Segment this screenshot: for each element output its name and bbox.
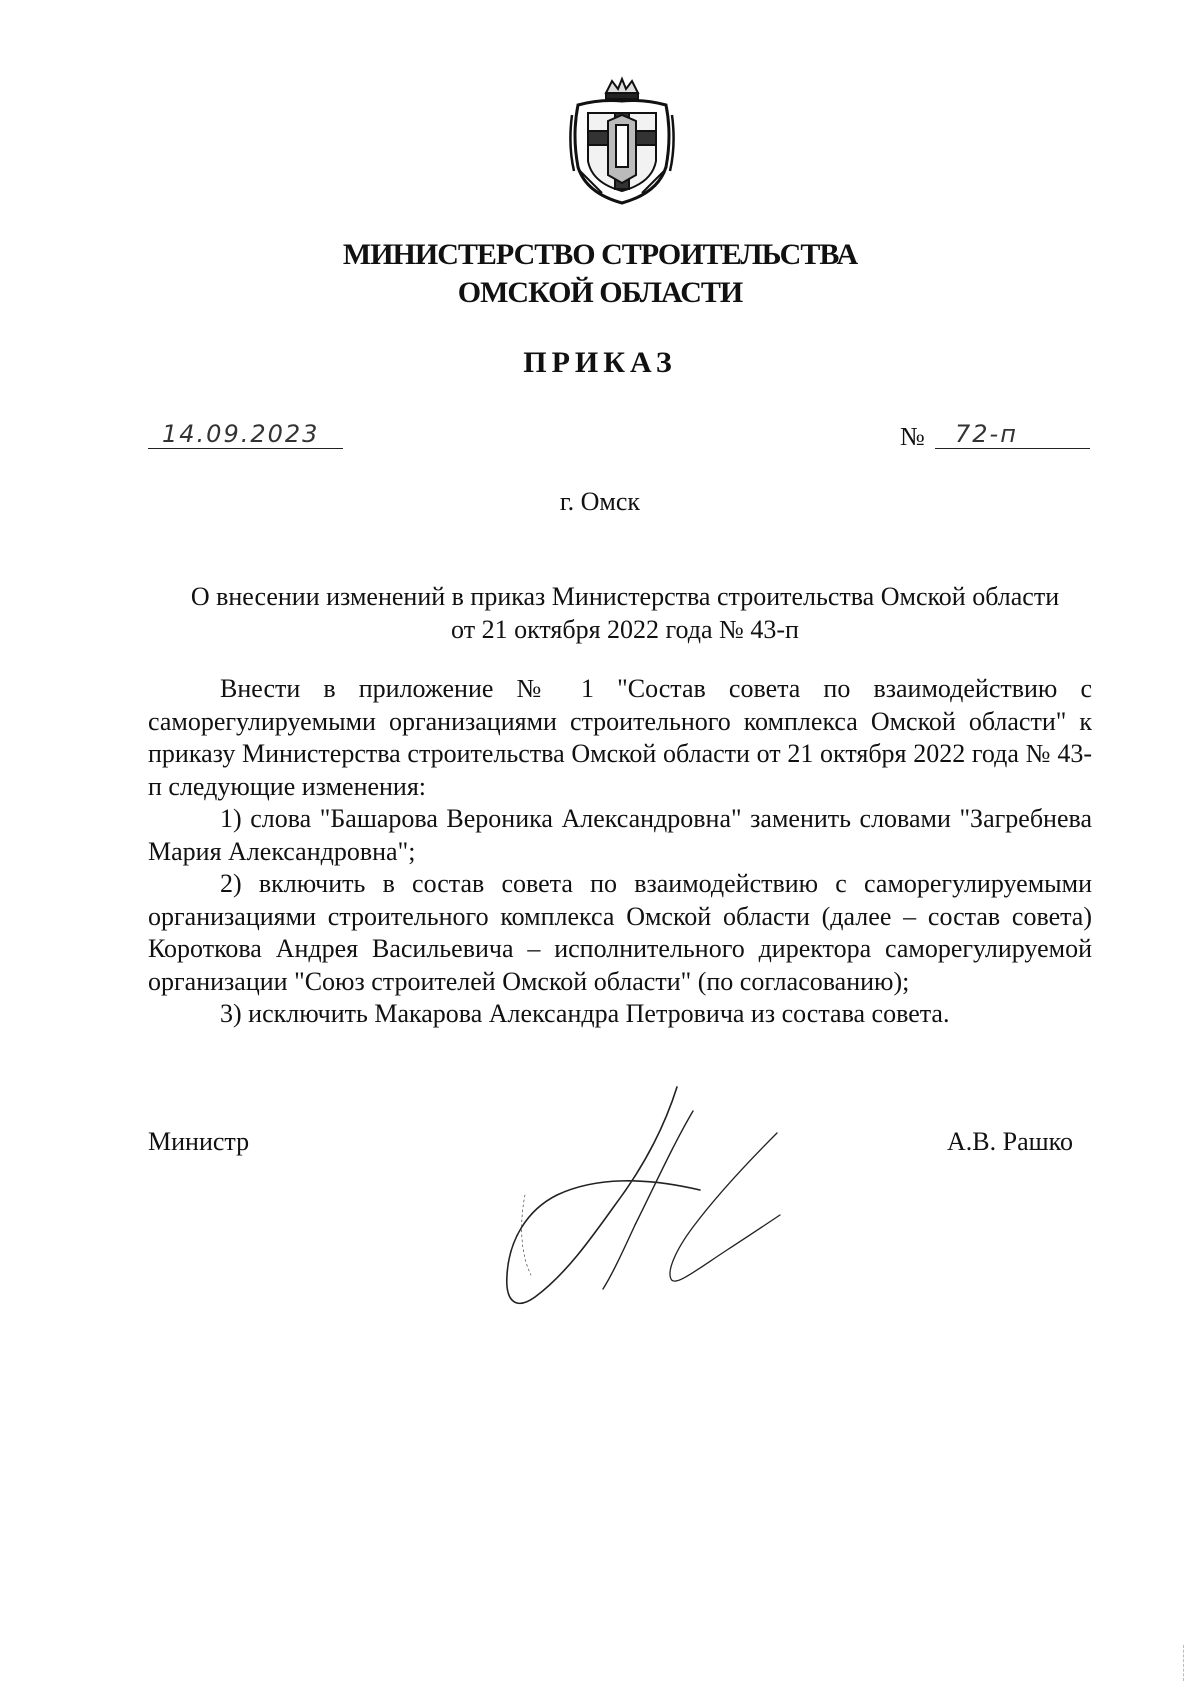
date-underline <box>148 448 343 449</box>
handwritten-order-number: 72-п <box>955 420 1018 448</box>
body-intro-paragraph: Внести в приложение № 1 "Состав совета по взаимодействию с саморегулируемыми организациями строительного комплекса Омской области" к приказу Министерства строительства Омской области от 21 октября 2022 года № 43-п следующие изменения: <box>148 674 1092 801</box>
city-name: г. Омск <box>559 487 641 516</box>
scan-edge-mark <box>1183 1645 1186 1681</box>
body-item-2: 2) включить в состав совета по взаимодействию с саморегулируемыми организациями строительного комплекса Омской области (далее – состав совета) Короткова Андрея Васильевича – исполнительного директора саморегулируемой организации "Союз строителей Омской области" (по согласованию); <box>148 869 1092 996</box>
ministry-name-line-2: ОМСКОЙ ОБЛАСТИ <box>457 276 743 309</box>
body-item-1: 1) слова "Башарова Вероника Александровна" заменить словами "Загребнева Мария Александровна"; <box>148 804 1092 866</box>
signatory-name: А.В. Рашко <box>947 1127 1073 1156</box>
order-body <box>148 673 1092 1031</box>
signatory-role: Министр <box>148 1127 250 1156</box>
coat-of-arms-emblem <box>568 75 676 207</box>
number-sign: № <box>900 422 925 451</box>
ministry-name-line-1: МИНИСТЕРСТВО СТРОИТЕЛЬСТВА <box>342 238 858 271</box>
body-item-3: 3) исключить Макарова Александра Петровича из состава совета. <box>220 999 950 1028</box>
document-type-title: ПРИКАЗ <box>523 346 677 379</box>
handwritten-date: 14.09.2023 <box>162 420 320 448</box>
number-underline <box>935 448 1090 449</box>
handwritten-signature <box>495 1075 795 1335</box>
order-subject: О внесении изменений в приказ Министерства строительства Омской области от 21 октября 2022 года № 43-п <box>190 582 1060 644</box>
